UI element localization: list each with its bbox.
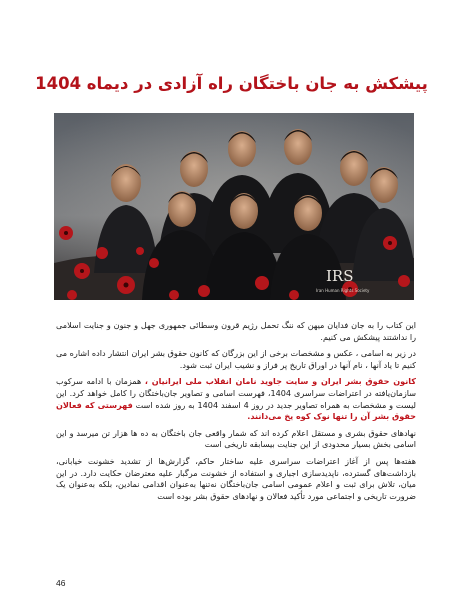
highlight-organization: کانون حقوق بشر ایران و سایت جاوید نامان انقلاب ملی ایرانیان ، bbox=[144, 376, 416, 387]
highlight-tip-of-iceberg: فهرستی که فعالان حقوق بشر آن را تنها نوک کوه یخ می‌دانند. bbox=[56, 399, 416, 422]
page-title: پیشکش به جان باختگان راه آزادی در دیماه 1404 bbox=[35, 74, 428, 93]
paragraph-announcement: کانون حقوق بشر ایران و سایت جاوید نامان انقلاب ملی ایرانیان ، همزمان با ادامه سرکوب سازمان‌یافته در اعتراضات سراسری 1404، فهرست اسامی و تصاویر جان‌باختگان را کامل خواهد کرد. این لیست و مشخصات به همراه تصاویر جدید در روز 4 اسفند 1404 به روز شده است فهرستی که فعالان حقوق بشر آن را تنها نوک کوه یخ می‌دانند. bbox=[56, 376, 416, 422]
svg-text:Iran Human Rights Society: Iran Human Rights Society bbox=[316, 288, 370, 293]
paragraph-dedication: این کتاب را به جان فدایان میهن که ننگ تحمل رژیم قرون وسطائی جمهوری جهل و جنون و جنایت اسلامی را نداشتند پیشکش می کنیم. bbox=[56, 320, 416, 342]
paragraph-scope: نهادهای حقوق بشری و مستقل اعلام کرده اند که شمار واقعی جان باختگان به ده ها هزار تن میرسد و این اسامی بخش بسیار محدودی از این جنایت بیسابقه تاریخی است bbox=[56, 427, 416, 450]
memorial-photo bbox=[54, 113, 414, 300]
paragraph-context: هفته‌ها پس از آغاز اعتراضات سراسری علیه ساختار حاکم، گزارش‌ها از تشدید خشونت خیابانی، بازداشت‌های گسترده، ناپدیدسازی اجباری و استفاده از خشونت مرگبار علیه معترضان حکایت دارد. در این میان، تلاش برای ثبت و اعلام عمومی اسامی جان‌باختگان نه‌تنها به‌عنوان اقدامی نمادین، بلکه به‌عنوان یک ضرورت تاریخی و اجتماعی مورد تأکید فعالان و نهادهای حقوق بشر بوده است bbox=[56, 455, 416, 501]
paragraph-intro: در زیر به اسامی ، عکس و مشخصات برخی از این بزرگان که کانون حقوق بشر ایران انتشار داده اشاره می کنیم تا یاد آنها ، نام آنها در اوراق تاریخ پر فراز و نشیب ایران ثبت شود. bbox=[56, 348, 416, 370]
body-text bbox=[56, 320, 416, 507]
svg-text:IRS: IRS bbox=[326, 267, 354, 285]
page-number: 46 bbox=[56, 578, 66, 588]
